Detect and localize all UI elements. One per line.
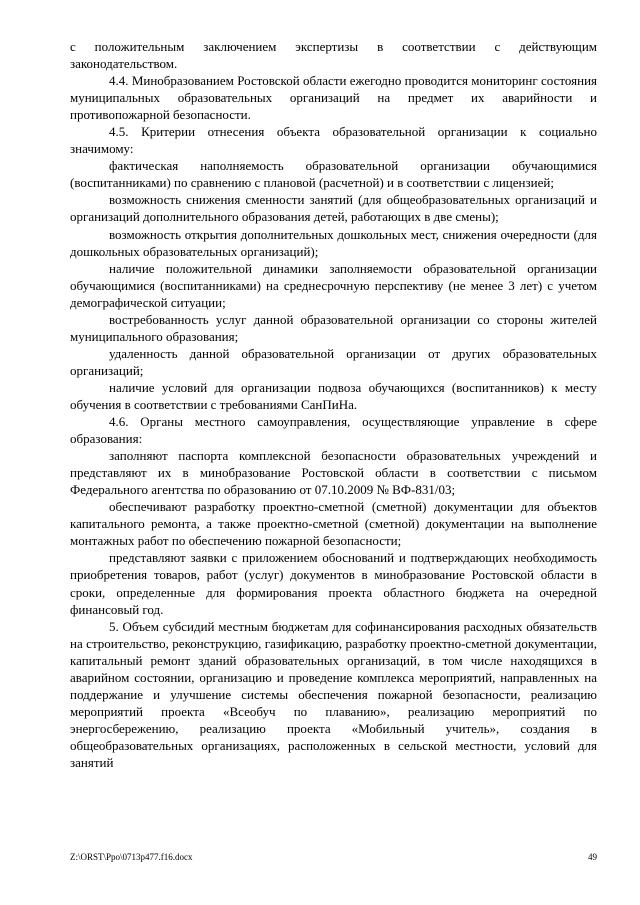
document-body — [70, 38, 597, 771]
duty-submit-applications: представляют заявки с приложением обоснований и подтверждающих необходимость приобретения товаров, работ (услуг) документов в минобразование Ростовской области в сроки, определенные для формирования проекта областного бюджета на очередной финансовый год. — [70, 550, 597, 617]
duty-safety-passports: заполняют паспорта комплексной безопасности образовательных учреждений и представляют их в минобразование Ростовской области в соответствии с письмом Федерального агентства по образованию от 07.10.2009 № ВФ-831/03; — [70, 448, 597, 498]
criterion-service-demand: востребованность услуг данной образовательной организации со стороны жителей муниципального образования; — [70, 311, 597, 344]
criterion-actual-occupancy: фактическая наполняемость образовательной организации обучающимися (воспитанниками) по сравнению с плановой (расчетной) и в соответствии с лицензией; — [70, 158, 597, 191]
criterion-positive-dynamics: наличие положительной динамики заполняемости образовательной организации обучающимися (воспитанниками) на среднесрочную перспективу (не менее 3 лет) с учетом демографической ситуации; — [70, 260, 597, 310]
criterion-remoteness: удаленность данной образовательной организации от других образовательных организаций; — [70, 345, 597, 378]
paragraph-4-5-criteria: 4.5. Критерии отнесения объекта образовательной организации к социально значимому: — [70, 124, 597, 157]
criterion-preschool-places: возможность открытия дополнительных дошкольных мест, снижения очередности (для дошкольных образовательных организаций); — [70, 226, 597, 259]
page-footer — [70, 852, 597, 862]
duty-design-documentation: обеспечивают разработку проектно-сметной (сметной) документации для объектов капитального ремонта, а также проектно-сметной (сметной) документации на выполнение монтажных работ по обеспечению пожарной безопасности; — [70, 499, 597, 549]
paragraph-4-6-local-authorities: 4.6. Органы местного самоуправления, осуществляющие управление в сфере образования: — [70, 414, 597, 447]
criterion-transport-conditions: наличие условий для организации подвоза обучающихся (воспитанников) к месту обучения в соответствии с требованиями СанПиНа. — [70, 379, 597, 412]
footer-file-path: Z:\ORST\Ppo\0713p477.f16.docx — [70, 852, 193, 862]
paragraph-4-4-monitoring: 4.4. Минобразованием Ростовской области ежегодно проводится мониторинг состояния муниципальных образовательных организаций на предмет их аварийности и противопожарной безопасности. — [70, 73, 597, 123]
footer-page-number: 49 — [588, 852, 597, 862]
paragraph-5-subsidies: 5. Объем субсидий местным бюджетам для софинансирования расходных обязательств на строительство, реконструкцию, газификацию, разработку проектно-сметной документации, капитальный ремонт зданий образовательных организаций, в том числе находящихся в аварийном состоянии, организацию и проведение комплекса мероприятий, направленных на поддержание и улучшение системы обеспечения пожарной безопасности, реализацию мероприятий проекта «Всеобуч по плаванию», реализацию мероприятий по энергосбережению, реализацию проекта «Мобильный учитель», создания в общеобразовательных организациях, расположенных в сельской местности, условий для занятий — [70, 618, 597, 770]
paragraph-expertise-conclusion: с положительным заключением экспертизы в соответствии с действующим законодательством. — [70, 39, 597, 72]
criterion-shift-reduction: возможность снижения сменности занятий (для общеобразовательных организаций и организаций дополнительного образования детей, работающих в две смены); — [70, 192, 597, 225]
